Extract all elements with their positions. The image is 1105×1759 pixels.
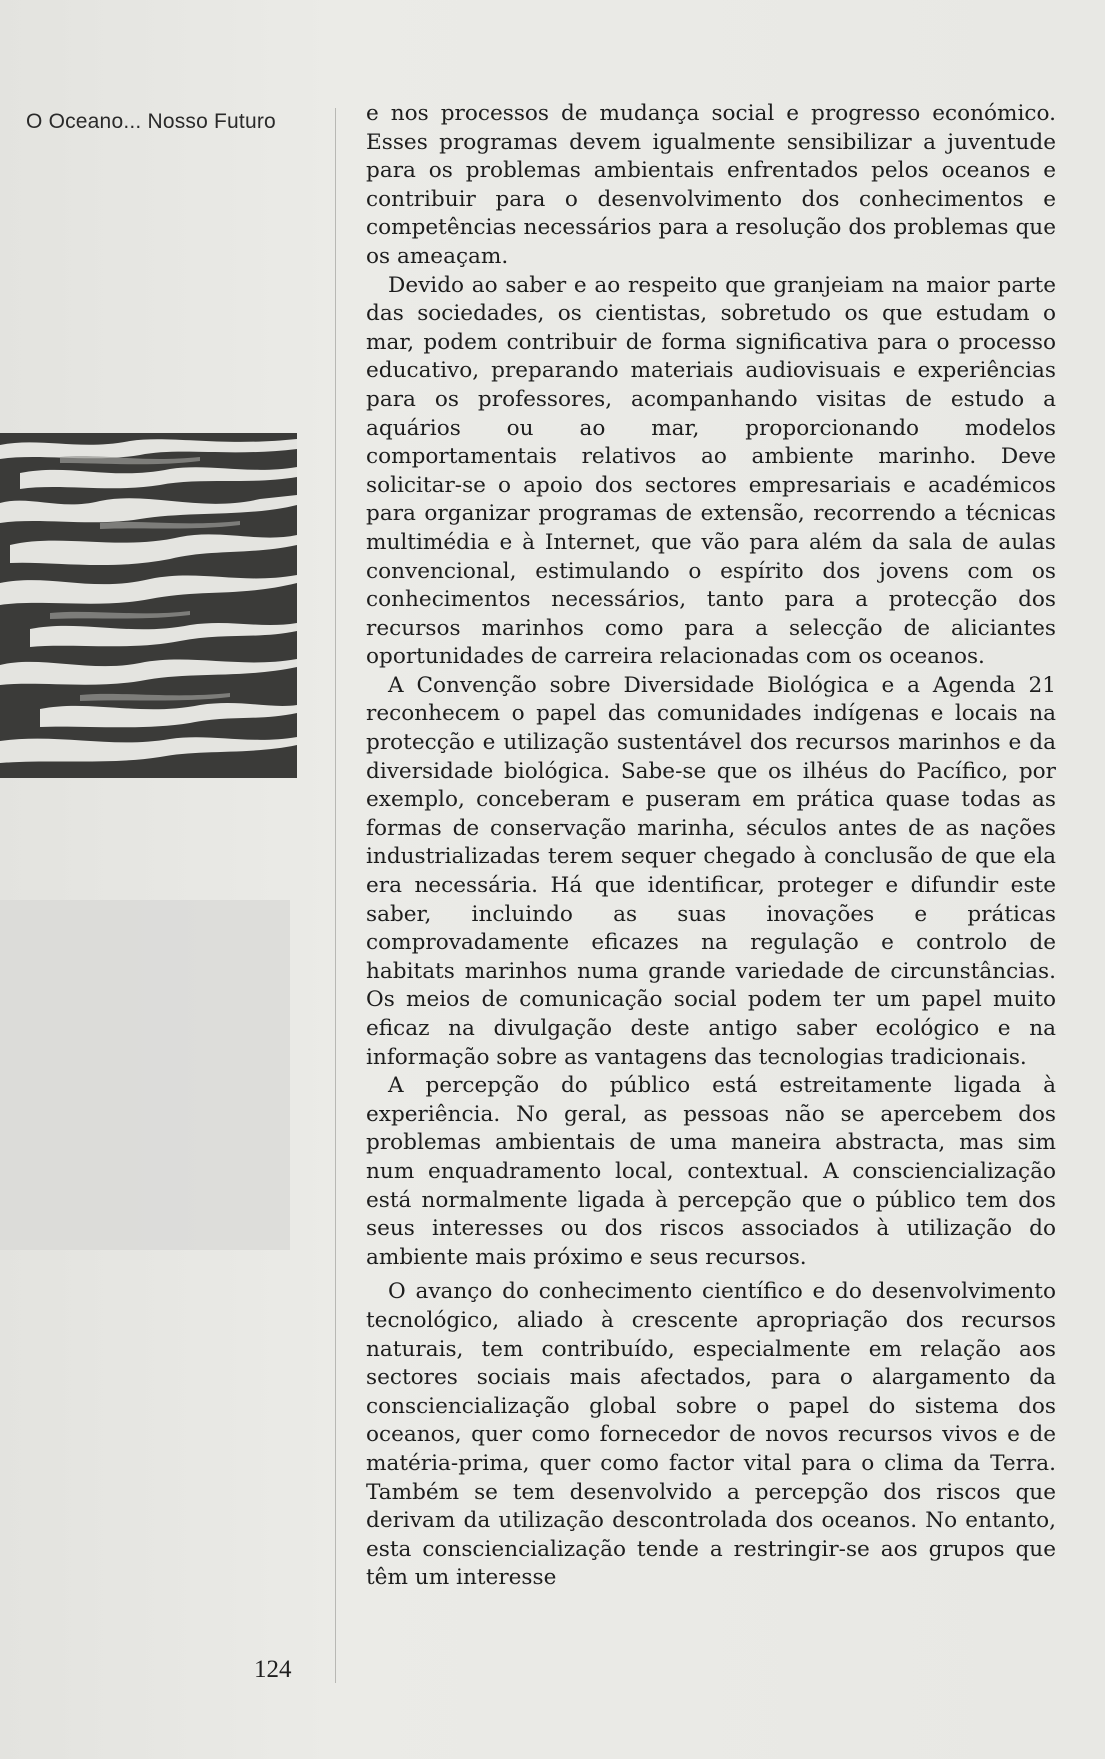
running-title: O Oceano... Nosso Futuro (26, 110, 276, 133)
paragraph-2: Devido ao saber e ao respeito que granjeiam na maior parte das sociedades, os cientistas, sobretudo os que estudam o mar, podem contribuir de forma significativa para o processo educativo, preparando materiais audiovisuais e experiências para os professores, acompanhando visitas de estudo a aquários ou ao mar, proporcionando modelos comportamentais relativos ao ambiente marinho. Deve solicitar-se o apoio dos sectores empresariais e académicos para organizar programas de extensão, recorrendo a técnicas multimédia e à Internet, que vão para além da sala de aulas convencional, estimulando o espírito dos jovens com os conhecimentos necessários, tanto para a protecção dos recursos marinhos como para a selecção de aliciantes oportunidades de carreira relacionadas com os oceanos. (366, 272, 1056, 670)
paragraph-4: A percepção do público está estreitamente ligada à experiência. No geral, as pessoas não se apercebem dos problemas ambientais de uma maneira abstracta, mas sim num enquadramento local, contextual. A consciencialização está normalmente ligada à percepção que o público tem dos seus interesses ou dos riscos associados à utilização do ambiente mais próximo e seus recursos. (366, 1073, 1056, 1270)
column-divider (335, 108, 336, 1683)
show-through-area (0, 900, 290, 1250)
paragraph-3: A Convenção sobre Diversidade Biológica e a Agenda 21 reconhecem o papel das comunidades indígenas e locais na protecção e utilização sustentável dos recursos marinhos e da diversidade biológica. Sabe-se que os ilhéus do Pacífico, por exemplo, conceberam e puseram em prática quase todas as formas de conservação marinha, séculos antes de as nações industrializadas terem sequer chegado à conclusão de que ela era necessária. Há que identificar, proteger e difundir este saber, incluindo as suas inovações e práticas comprovadamente eficazes na regulação e controlo de habitats marinhos numa grande variedade de circunstâncias. Os meios de comunicação social podem ter um papel muito eficaz na divulgação deste antigo saber ecológico e na informação sobre as vantagens das tecnologias tradicionais. (366, 672, 1056, 1070)
body-text (366, 100, 1056, 1593)
paragraph-1: e nos processos de mudança social e progresso económico. Esses programas devem igualmente sensibilizar a juventude para os problemas ambientais enfrentados pelos oceanos e contribuir para o desenvolvimento dos conhecimentos e competências necessários para a resolução dos problemas que os ameaçam. (366, 101, 1056, 269)
sea-waves-photo (0, 433, 297, 778)
page-number: 124 (254, 1656, 292, 1683)
paragraph-5: O avanço do conhecimento científico e do desenvolvimento tecnológico, aliado à crescente apropriação dos recursos naturais, tem contribuído, especialmente em relação aos sectores sociais mais afectados, para o alargamento da consciencialização global sobre o papel do sistema dos oceanos, quer como fornecedor de novos recursos vivos e de matéria-prima, quer como factor vital para o clima da Terra. Também se tem desenvolvido a percepção dos riscos que derivam da utilização descontrolada dos oceanos. No entanto, esta consciencialização tende a restringir-se aos grupos que têm um interesse (366, 1279, 1056, 1591)
